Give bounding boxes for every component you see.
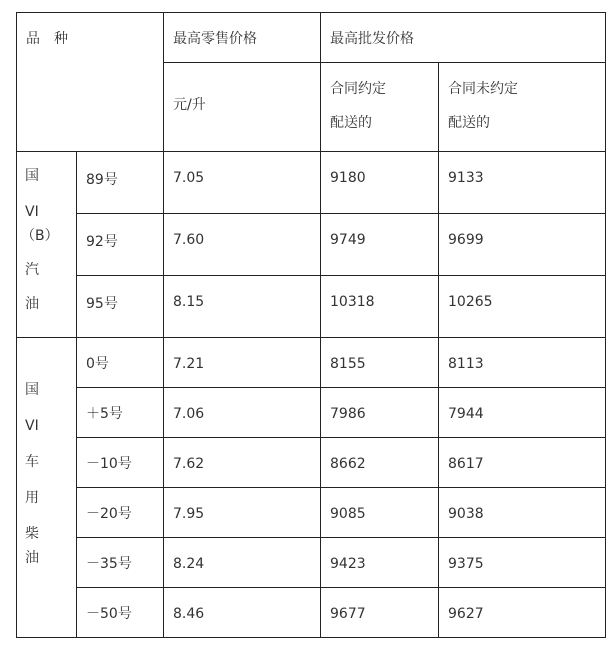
header-unit: 元/升 <box>164 63 321 152</box>
header-uncontracted-line1: 合同未约定 <box>448 81 518 97</box>
grade-cell: －10号 <box>77 438 164 488</box>
grade-cell: －20号 <box>77 488 164 538</box>
diesel-category <box>17 338 77 638</box>
diesel-char: 柴 <box>25 526 39 542</box>
diesel-char: 国 <box>25 382 39 398</box>
diesel-char: 油 <box>25 550 39 566</box>
contracted-cell: 8155 <box>321 338 439 388</box>
header-uncontracted <box>439 63 606 152</box>
retail-cell: 7.06 <box>164 388 321 438</box>
contracted-cell: 8662 <box>321 438 439 488</box>
contracted-cell: 10318 <box>321 276 439 338</box>
gasoline-char: 汽 <box>25 262 39 278</box>
header-uncontracted-line2: 配送的 <box>448 115 490 131</box>
diesel-char: 车 <box>25 454 39 470</box>
contracted-cell: 9180 <box>321 152 439 214</box>
uncontracted-cell: 9133 <box>439 152 606 214</box>
retail-cell: 8.46 <box>164 588 321 638</box>
gasoline-category <box>17 152 77 338</box>
uncontracted-cell: 9627 <box>439 588 606 638</box>
contracted-cell: 9423 <box>321 538 439 588</box>
grade-cell: 0号 <box>77 338 164 388</box>
uncontracted-cell: 7944 <box>439 388 606 438</box>
header-contracted-line2: 配送的 <box>330 115 372 131</box>
grade-cell: －50号 <box>77 588 164 638</box>
header-contracted-line1: 合同约定 <box>330 81 386 97</box>
uncontracted-cell: 9699 <box>439 214 606 276</box>
retail-cell: 7.21 <box>164 338 321 388</box>
header-wholesale-price: 最高批发价格 <box>321 13 606 63</box>
header-contracted <box>321 63 439 152</box>
diesel-char: VI <box>25 418 39 434</box>
uncontracted-cell: 8113 <box>439 338 606 388</box>
grade-cell: 95号 <box>77 276 164 338</box>
retail-cell: 7.95 <box>164 488 321 538</box>
header-variety: 品 种 <box>17 13 164 152</box>
gasoline-char: 油 <box>25 296 39 312</box>
uncontracted-cell: 10265 <box>439 276 606 338</box>
retail-cell: 7.60 <box>164 214 321 276</box>
retail-cell: 7.62 <box>164 438 321 488</box>
grade-cell: 92号 <box>77 214 164 276</box>
gasoline-char: VI <box>25 204 39 220</box>
diesel-char: 用 <box>25 490 39 506</box>
contracted-cell: 9085 <box>321 488 439 538</box>
retail-cell: 8.24 <box>164 538 321 588</box>
contracted-cell: 9677 <box>321 588 439 638</box>
gasoline-char: 国 <box>25 168 39 184</box>
retail-cell: 8.15 <box>164 276 321 338</box>
contracted-cell: 9749 <box>321 214 439 276</box>
uncontracted-cell: 8617 <box>439 438 606 488</box>
contracted-cell: 7986 <box>321 388 439 438</box>
grade-cell: 89号 <box>77 152 164 214</box>
grade-cell: ＋5号 <box>77 388 164 438</box>
uncontracted-cell: 9038 <box>439 488 606 538</box>
retail-cell: 7.05 <box>164 152 321 214</box>
gasoline-char: （B） <box>21 228 59 244</box>
uncontracted-cell: 9375 <box>439 538 606 588</box>
header-retail-price: 最高零售价格 <box>164 13 321 63</box>
grade-cell: －35号 <box>77 538 164 588</box>
fuel-price-table <box>16 12 606 638</box>
